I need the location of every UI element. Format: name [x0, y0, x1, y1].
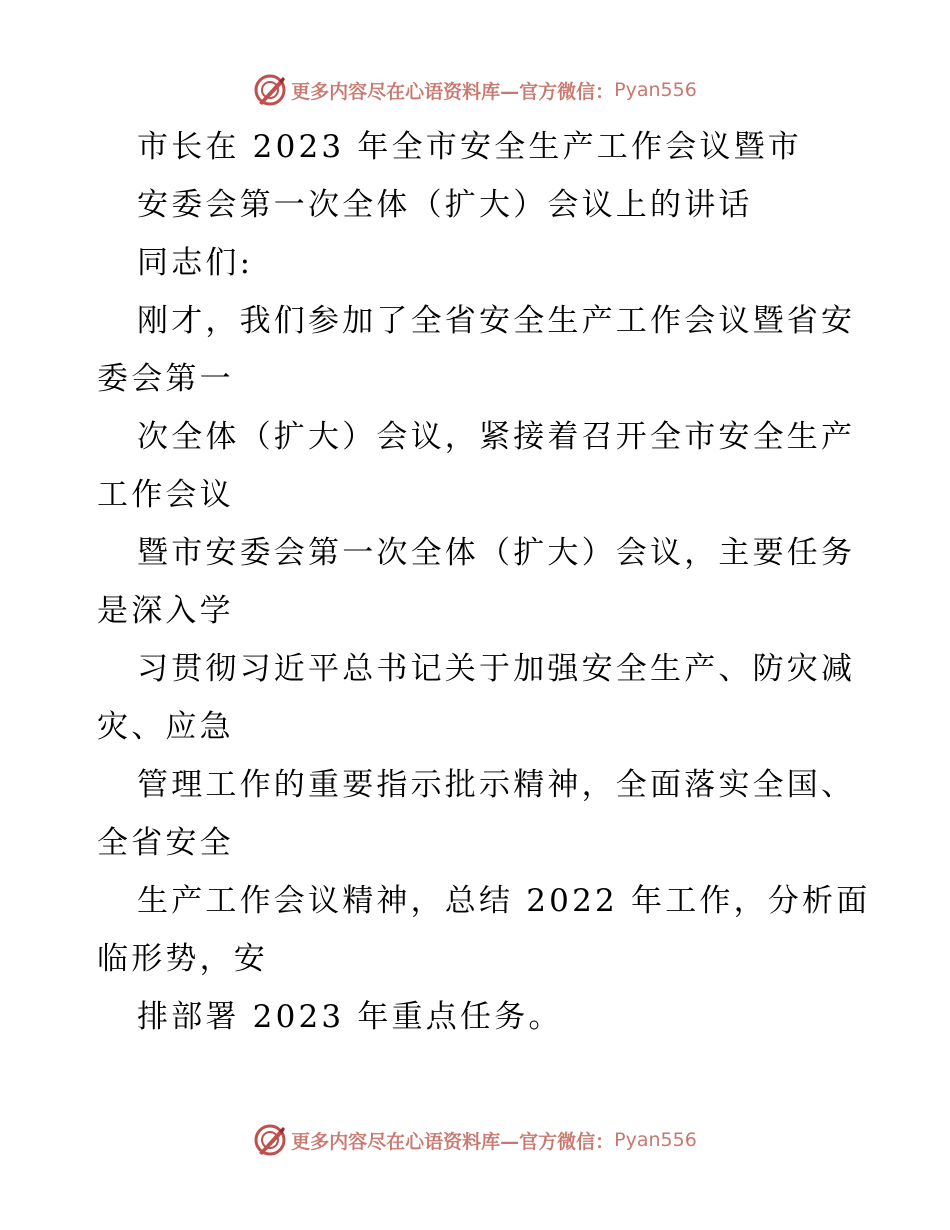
paragraph-line: 全省安全 [97, 825, 234, 861]
paragraph-line: 临形势，安 [97, 941, 268, 977]
paragraph-line: 生产工作会议精神，总结 2022 年工作，分析面 [137, 883, 871, 919]
paragraph-line: 习贯彻习近平总书记关于加强安全生产、防灾减 [137, 651, 856, 687]
watermark-text: 更多内容尽在心语资料库—官方微信： [291, 80, 615, 103]
paragraph-line: 工作会议 [97, 477, 234, 513]
watermark-text: 更多内容尽在心语资料库—官方微信： [291, 1130, 615, 1153]
pen-logo-icon [253, 73, 287, 107]
watermark-contact: Pyan556 [614, 1129, 697, 1151]
paragraph-line: 灾、应急 [97, 709, 234, 745]
document-body [97, 118, 871, 1046]
pen-logo-icon [253, 1123, 287, 1157]
paragraph-line: 管理工作的重要指示批示精神，全面落实全国、 [137, 767, 856, 803]
paragraph-line: 同志们: [137, 245, 254, 281]
watermark-contact: Pyan556 [614, 79, 697, 101]
paragraph-line: 刚才，我们参加了全省安全生产工作会议暨省安 [137, 303, 856, 339]
paragraph-line: 排部署 2023 年重点任务。 [137, 999, 563, 1035]
paragraph-line: 暨市安委会第一次全体（扩大）会议，主要任务 [137, 535, 856, 571]
paragraph-line: 次全体（扩大）会议，紧接着召开全市安全生产 [137, 419, 856, 455]
paragraph-line: 是深入学 [97, 593, 234, 629]
paragraph-line: 委会第一 [97, 361, 234, 397]
footer-watermark [0, 1120, 950, 1160]
header-watermark [0, 70, 950, 110]
document-title-line: 安委会第一次全体（扩大）会议上的讲话 [137, 187, 753, 223]
document-title-line: 市长在 2023 年全市安全生产工作会议暨市 [137, 129, 802, 165]
